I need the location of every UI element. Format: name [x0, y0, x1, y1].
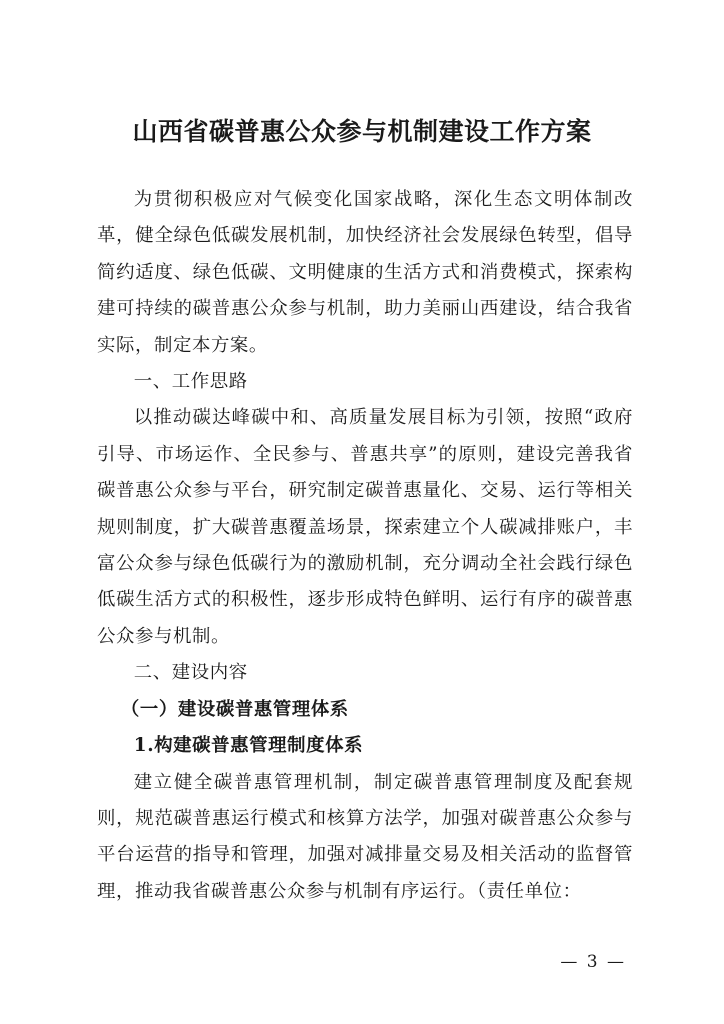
management-rules-paragraph: 建立健全碳普惠管理机制，制定碳普惠管理制度及配套规则，规范碳普惠运行模式和核算方法学，加强对碳普惠公众参与平台运营的指导和管理，加强对减排量交易及相关活动的监督管理，推动我省碳普惠公众参与机制有序运行。（责任单位：	[97, 771, 633, 902]
intro-paragraph: 为贯彻积极应对气候变化国家战略，深化生态文明体制改革，健全绿色低碳发展机制，加快经济社会发展绿色转型，倡导简约适度、绿色低碳、文明健康的生活方式和消费模式，探索构建可持续的碳普惠公众参与机制，助力美丽山西建设，结合我省实际，制定本方案。	[97, 189, 633, 356]
document-body	[97, 182, 633, 910]
section-heading-construction-content: 二、建设内容	[133, 662, 248, 684]
section-heading-work-approach: 一、工作思路	[133, 371, 248, 393]
work-approach-paragraph: 以推动碳达峰碳中和、高质量发展目标为引领，按照“政府引导、市场运作、全民参与、普惠共享”的原则，建设完善我省碳普惠公众参与平台，研究制定碳普惠量化、交易、运行等相关规则制度，扩大碳普惠覆盖场景，探索建立个人碳减排账户，丰富公众参与绿色低碳行为的激励机制，充分调动全社会践行绿色低碳生活方式的积极性，逐步形成特色鲜明、运行有序的碳普惠公众参与机制。	[97, 407, 633, 647]
document-title: 山西省碳普惠公众参与机制建设工作方案	[132, 117, 592, 146]
subsection-heading-management-system: （一）建设碳普惠管理体系	[120, 698, 349, 720]
page-number: — 3 —	[560, 952, 626, 972]
item-heading-management-rules: 1.构建碳普惠管理制度体系	[133, 735, 364, 757]
